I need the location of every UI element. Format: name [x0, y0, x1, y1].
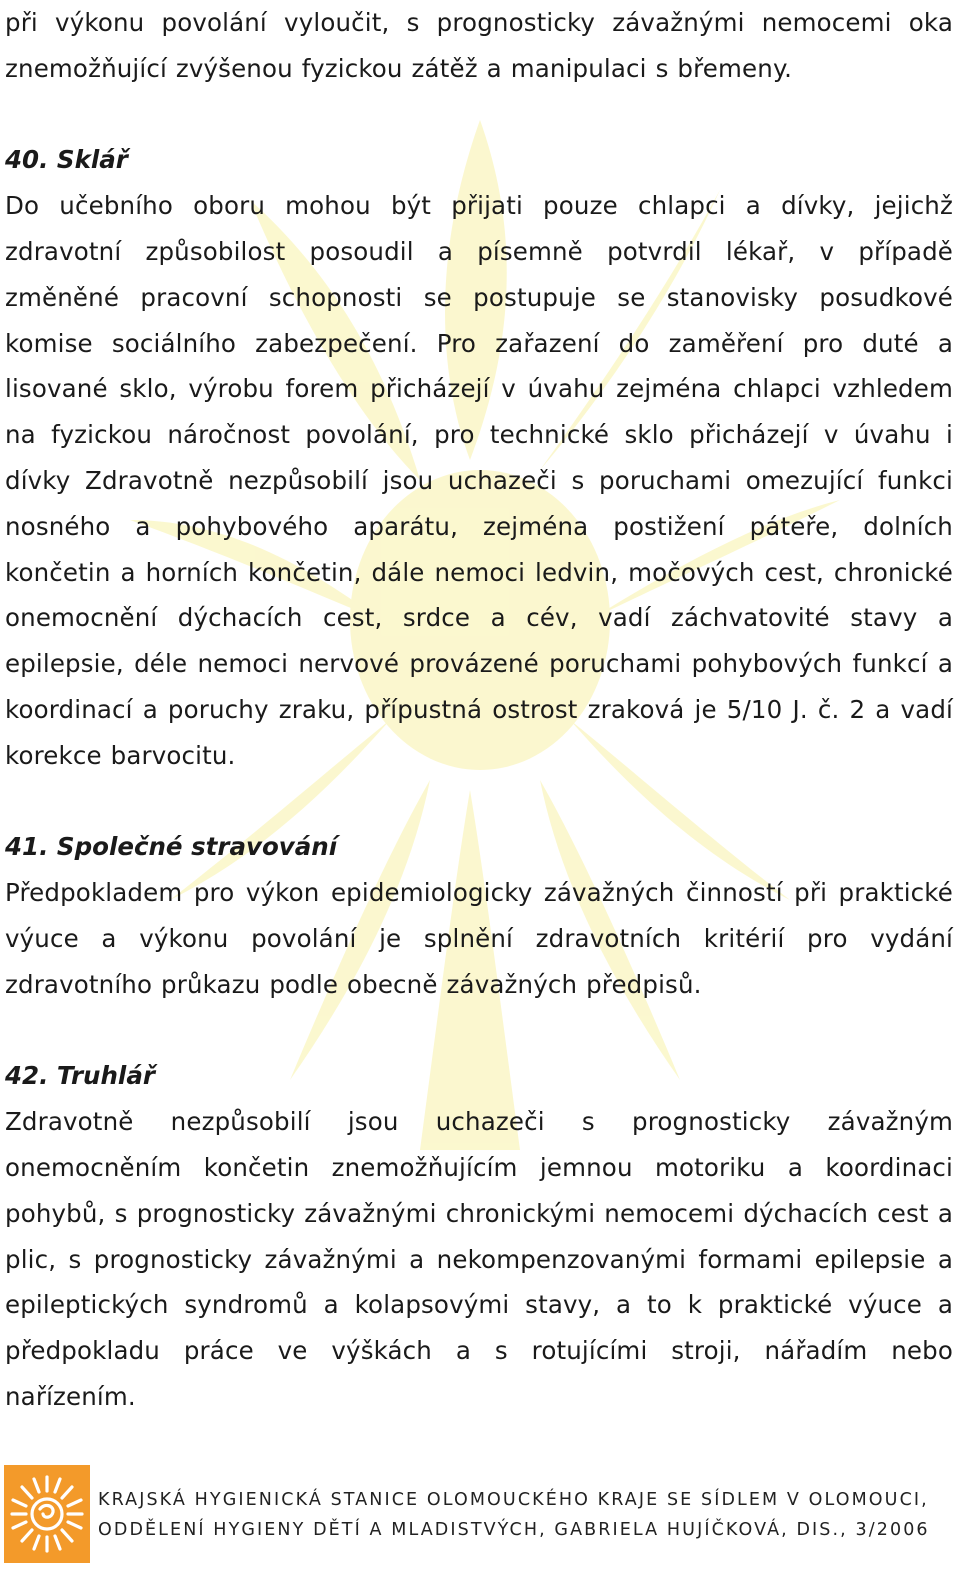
sun-logo-icon — [4, 1465, 90, 1563]
section-heading-sklar: 40. Sklář — [5, 145, 128, 175]
section-heading-stravovani: 41. Společné stravování — [5, 832, 338, 862]
section-text-sklar: Do učebního oboru mohou být přijati pouze chlapci a dívky, jejichž zdravotní způsobilost posoudil a písemně potvrdil lékař, v případě změněné pracovní schopnosti se postupuje se stanovisky posudkové komise sociálního zabezpečení. Pro zařazení do zaměření pro duté a lisované sklo, výrobu forem přicházejí v úvahu zejména chlapci vzhledem na fyzickou náročnost povolání, pro technické sklo přicházejí v úvahu i dívky Zdravotně nezpůsobilí jsou uchazeči s poruchami omezující funkci nosného a pohybového aparátu, zejména postižení páteře, dolních končetin a horních končetin, dále nemoci ledvin, močových cest, chronické onemocnění dýchacích cest, srdce a cév, vadí záchvatovité stavy a epilepsie, déle nemoci nervové provázené poruchami pohybových funkcí a koordinací a poruchy zraku, přípustná ostrost zraková je 5/10 J. č. 2 a vadí korekce barvocitu. — [5, 191, 953, 770]
footer-text — [98, 1485, 930, 1545]
spacer — [5, 779, 953, 825]
spacer — [5, 1008, 953, 1054]
page-footer — [0, 1463, 960, 1573]
footer-line-2: ODDĚLENÍ HYGIENY DĚTÍ A MLADISTVÝCH, GABRIELA HUJÍČKOVÁ, DIS., 3/2006 — [98, 1520, 930, 1540]
section-text-truhlar: Zdravotně nezpůsobilí jsou uchazeči s prognosticky závažným onemocněním končetin znemožňujícím jemnou motoriku a koordinaci pohybů, s prognosticky závažnými chronickými nemocemi dýchacích cest a plic, s prognosticky závažnými a nekompenzovanými formami epilepsie a epileptických syndromů a kolapsovými stavy, a to k praktické výuce a předpokladu práce ve výškách a s rotujícími stroji, nářadím nebo nařízením. — [5, 1107, 953, 1411]
footer-line-1: KRAJSKÁ HYGIENICKÁ STANICE OLOMOUCKÉHO KRAJE SE SÍDLEM V OLOMOUCI, — [98, 1490, 929, 1510]
document-body — [5, 0, 953, 1420]
section-text-stravovani: Předpokladem pro výkon epidemiologicky závažných činností při praktické výuce a výkonu povolání je splnění zdravotních kritérií pro vydání zdravotního průkazu podle obecně závažných předpisů. — [5, 878, 953, 999]
intro-paragraph: při výkonu povolání vyloučit, s prognosticky závažnými nemocemi oka znemožňující zvýšenou fyzickou zátěž a manipulaci s břemeny. — [5, 8, 953, 83]
section-heading-truhlar: 42. Truhlář — [5, 1061, 155, 1091]
spacer — [5, 92, 953, 138]
